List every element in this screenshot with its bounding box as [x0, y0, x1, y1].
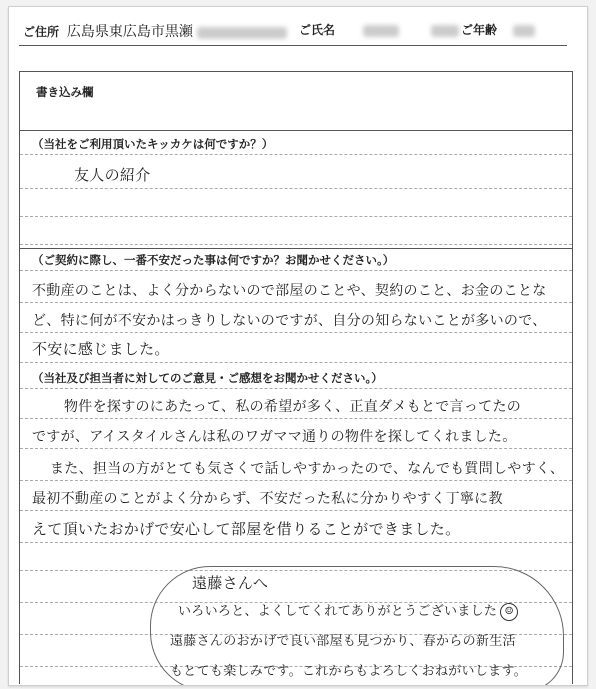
section-title: 書き込み欄 [36, 85, 94, 99]
answer-3-line: また、担当の方がとても気さくで話しやすかったので、なんでも質問しやすく、 [50, 461, 565, 477]
answer-2-line: 不動産のことは、よく分からないので部屋のことや、契約のこと、お金のことな [32, 283, 547, 299]
answer-3-line: 物件を探すのにあたって、私の希望が多く、正直ダメもとで言ってたの [64, 399, 522, 415]
address-label: ご住所 [23, 25, 60, 39]
name-label: ご氏名 [299, 23, 336, 37]
questionnaire-sheet [8, 6, 588, 686]
question-2: （ご契約に際し、一番不安だった事は何ですか？お聞かせください。） [32, 253, 395, 267]
name-field [299, 21, 459, 45]
question-1: （当社をご利用頂いたキッカケは何ですか？） [32, 137, 274, 151]
smiley-icon: ☺ [500, 603, 518, 621]
address-value: 広島県東広島市黒瀬 [66, 24, 193, 40]
answer-1-line: 友人の紹介 [74, 166, 151, 184]
message-line: もとても楽しみです。これからもよろしくおねがいします。 [170, 664, 528, 679]
comment-box [19, 71, 573, 684]
name-redacted-1 [363, 25, 399, 37]
answer-3-line: えて頂いたおかげで安心して部屋を借りることができました。 [32, 520, 461, 538]
answer-3-line: 最初不動産のことがよく分からず、不安だった私に分かりやすく丁寧に教 [32, 491, 503, 507]
answer-2-line: ど、特に何が不安かはっきりしないのですが、自分の知らないことが多いので、 [32, 313, 547, 329]
divider [20, 248, 572, 249]
header-underline [19, 45, 567, 46]
message-line: 遠藤さんへ [192, 574, 269, 592]
address-redacted [197, 27, 287, 39]
answer-3-line: ですが、アイスタイルさんは私のワガママ通りの物件を探してくれました。 [32, 429, 517, 445]
message-line: いろいろと、よくしてくれてありがとうございました ☺ [178, 600, 518, 621]
message-line: 遠藤さんのおかげで良い部屋も見つかり、春からの新生活 [170, 634, 516, 649]
age-redacted [513, 25, 535, 37]
address-field [23, 21, 287, 45]
name-redacted-2 [431, 25, 459, 37]
age-label: ご年齢 [461, 23, 498, 37]
question-3: （当社及び担当者に対してのご意見・ご感想をお聞かせください。） [32, 371, 383, 385]
answer-2-line: 不安に感じました。 [32, 340, 170, 358]
divider [20, 130, 572, 131]
age-field [461, 21, 535, 45]
